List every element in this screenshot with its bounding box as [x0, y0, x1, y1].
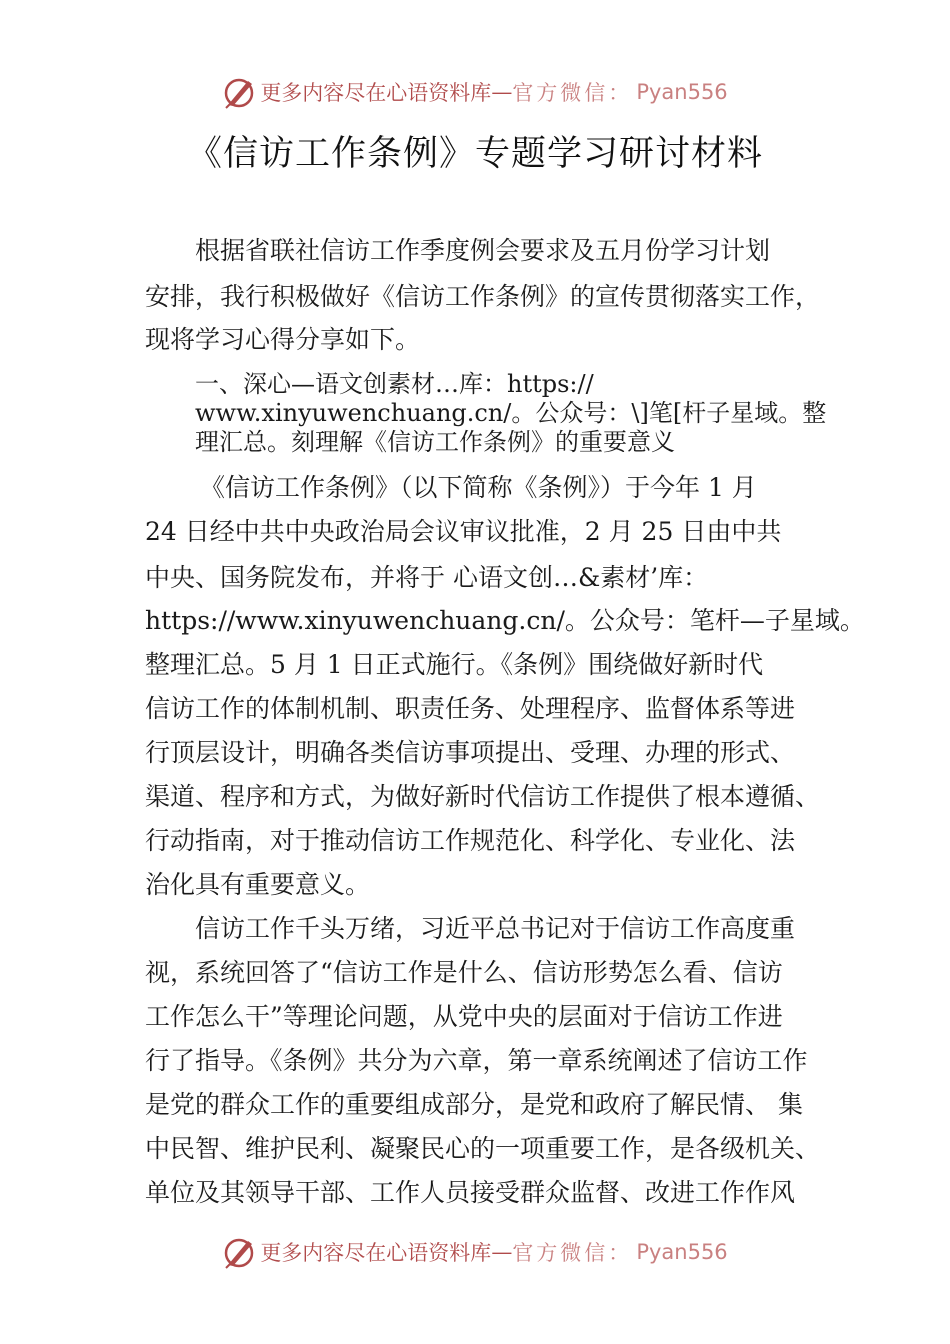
- document-title: 《信访工作条例》专题学习研讨材料: [186, 134, 763, 174]
- body-line: 工作怎么干”等理论问题，从党中央的层面对于信访工作进: [145, 1002, 783, 1031]
- body-line: 行动指南，对于推动信访工作规范化、科学化、专业化、法: [145, 826, 796, 855]
- body-line: 行顶层设计，明确各类信访事项提出、受理、办理的形式、: [145, 738, 796, 767]
- body-line: 整理汇总。5 月 1 日正式施行。《条例》围绕做好新时代: [145, 650, 764, 679]
- watermark-wechat-label: 官方微信：: [512, 1241, 633, 1265]
- body-line: 渠道、程序和方式，为做好新时代信访工作提供了根本遵循、: [145, 782, 821, 811]
- body-line: 行了指导。《条例》共分为六章，第一章系统阐述了信访工作: [145, 1046, 808, 1075]
- body-line: 安排，我行积极做好《信访工作条例》的宣传贯彻落实工作，: [145, 282, 821, 311]
- watermark-wechat-label: 官方微信：: [512, 81, 633, 105]
- section-heading-line: 理汇总。刻理解《信访工作条例》的重要意义: [195, 428, 675, 456]
- section-heading-line: 一、深心—语文创素材…库：https://: [195, 370, 594, 398]
- body-line: 视，系统回答了“信访工作是什么、信访形势怎么看、信访: [145, 958, 783, 987]
- watermark-dash: —: [491, 1240, 513, 1264]
- body-line: 根据省联社信访工作季度例会要求及五月份学习计划: [195, 236, 771, 265]
- body-line: 现将学习心得分享如下。: [145, 325, 421, 354]
- body-line: 是党的群众工作的重要组成部分，是党和政府了解民情、 集: [145, 1090, 803, 1119]
- section-heading-line: www.xinyuwenchuang.cn/。公众号：\]笔[杆子星域。整: [195, 399, 827, 427]
- body-line: 单位及其领导干部、工作人员接受群众监督、改进工作作风: [145, 1178, 796, 1207]
- body-line: 中央、国务院发布，并将于 心语文创…&素材’库：: [145, 563, 709, 592]
- body-line: 治化具有重要意义。: [145, 870, 371, 899]
- body-line: 《信访工作条例》（以下简称《条例》）于今年 1 月: [200, 473, 757, 502]
- watermark-wechat-id: Pyan556: [636, 1240, 728, 1264]
- pen-logo-icon: [222, 1235, 256, 1269]
- watermark-main-text: 更多内容尽在心语资料库: [260, 81, 492, 105]
- body-line: 信访工作的体制机制、职责任务、处理程序、监督体系等进: [145, 694, 796, 723]
- pen-logo-icon: [222, 75, 256, 109]
- watermark-wechat-id: Pyan556: [636, 80, 728, 104]
- body-line: https://www.xinyuwenchuang.cn/。公众号：笔杆—子星域。: [145, 606, 865, 635]
- body-line: 信访工作千头万绪，习近平总书记对于信访工作高度重: [195, 914, 796, 943]
- body-line: 中民智、维护民利、凝聚民心的一项重要工作，是各级机关、: [145, 1134, 821, 1163]
- watermark-footer: [0, 1232, 950, 1272]
- watermark-header: [0, 72, 950, 112]
- watermark-dash: —: [491, 80, 513, 104]
- body-line: 24 日经中共中央政治局会议审议批准，2 月 25 日由中共: [145, 517, 782, 546]
- watermark-main-text: 更多内容尽在心语资料库: [260, 1241, 492, 1265]
